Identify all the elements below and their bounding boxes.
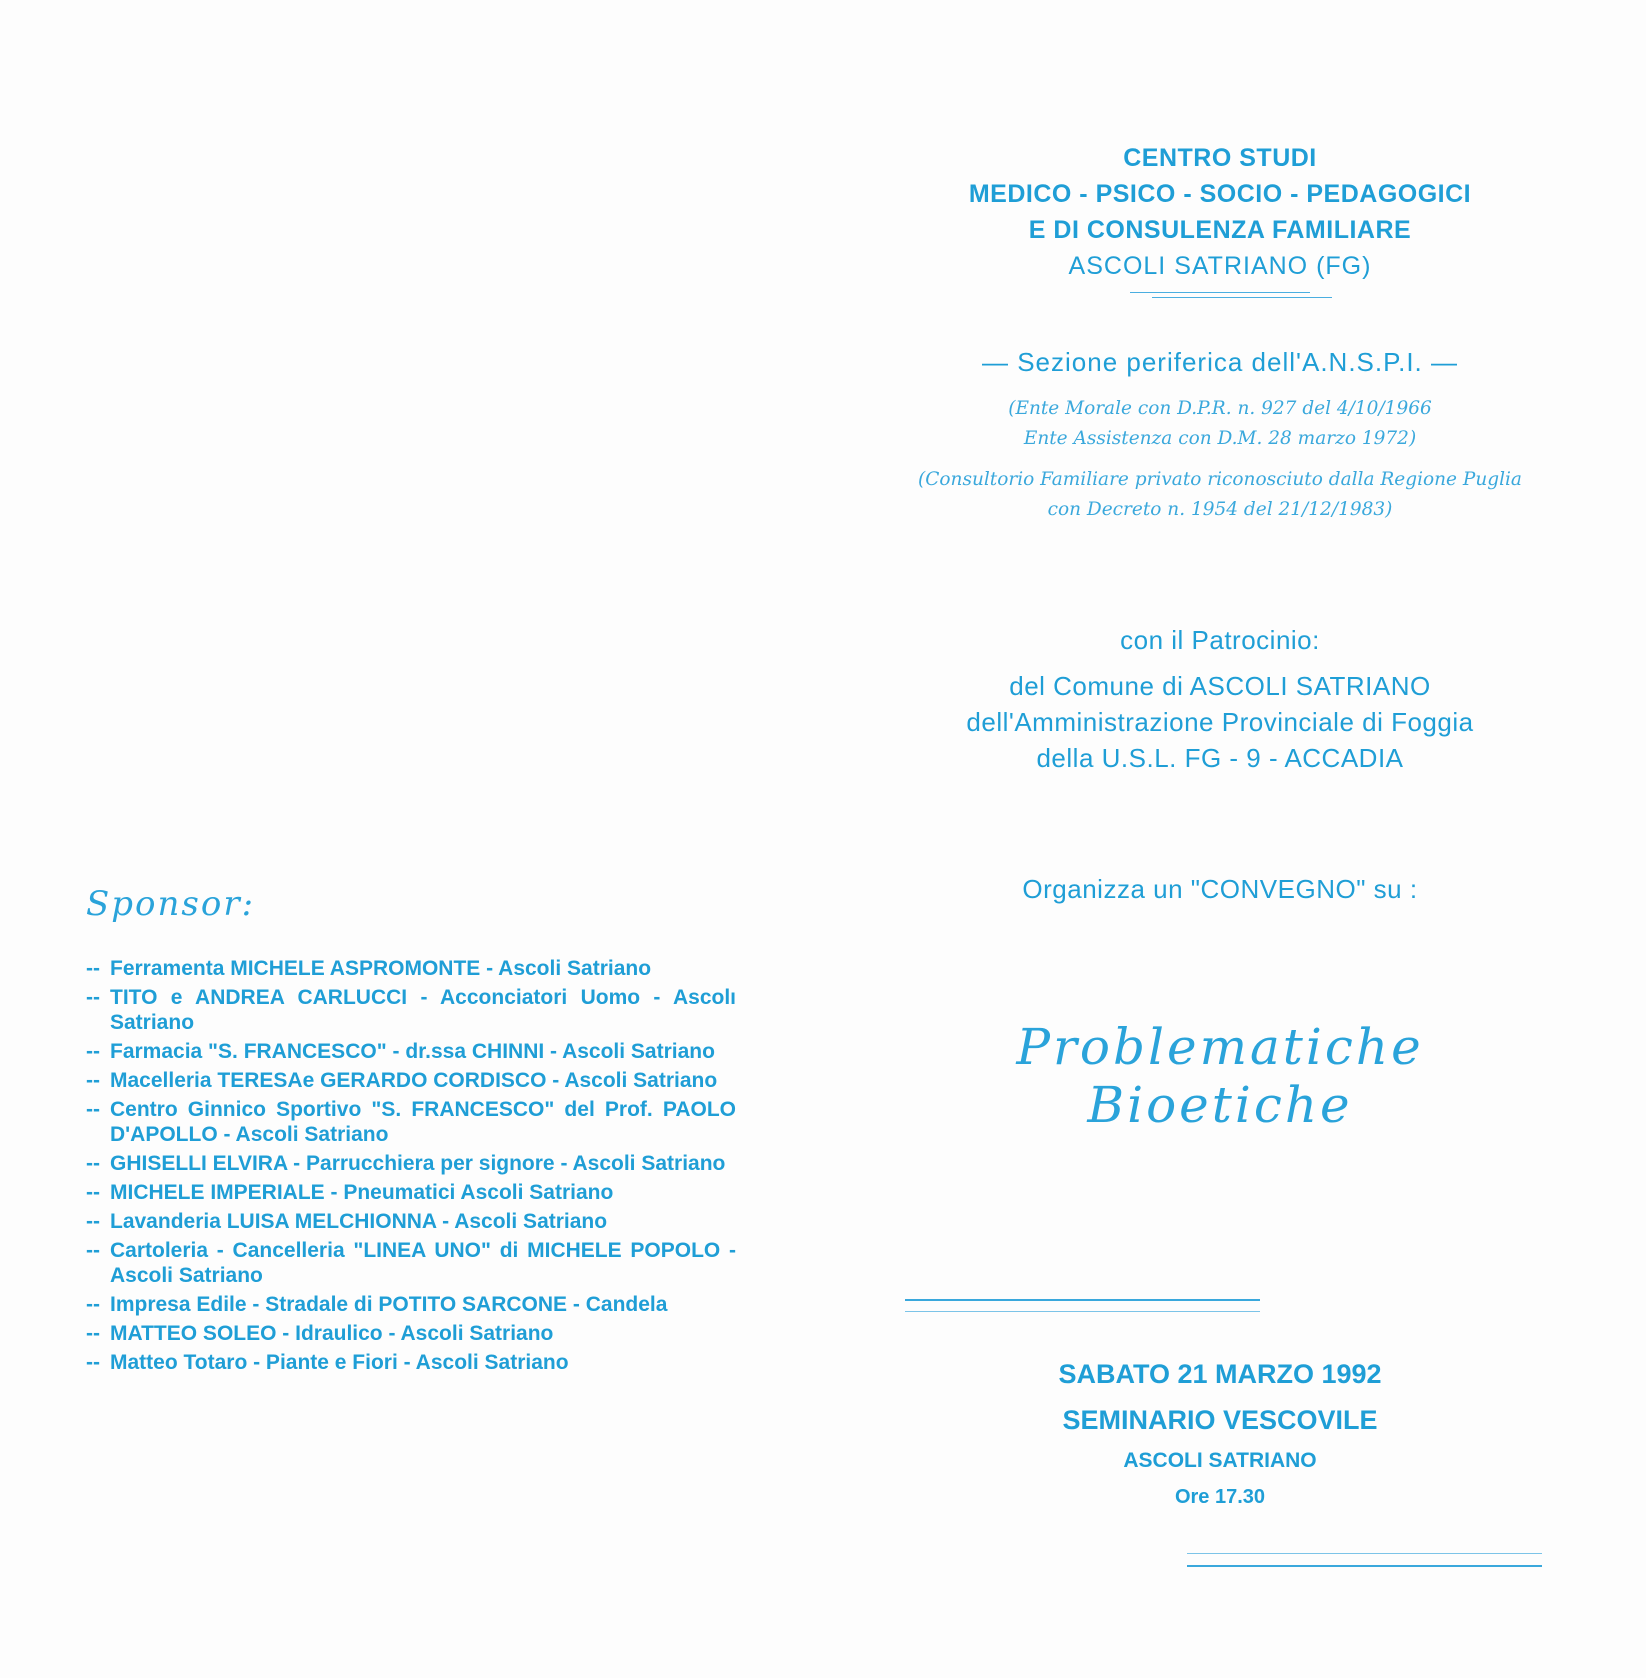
legal-note: [900, 394, 1540, 454]
consultorio-note: [890, 465, 1550, 525]
org-name-line-2: MEDICO - PSICO - SOCIO - PEDAGOGICI: [968, 180, 1472, 208]
sponsor-text: Macelleria TERESAe GERARDO CORDISCO - Ascoli Satriano: [110, 1069, 718, 1092]
organizza-line: Organizza un "CONVEGNO" su :: [1022, 874, 1418, 904]
event-details: [900, 1350, 1540, 1514]
section-title: — Sezione periferica dell'A.N.S.P.I. —: [981, 347, 1458, 377]
sponsor-text: Ferramenta MICHELE ASPROMONTE - Ascoli Satriano: [110, 957, 652, 980]
sponsor-text: Impresa Edile - Stradale di POTITO SARCONE - Candela: [110, 1293, 668, 1316]
sponsor-text: GHISELLI ELVIRA - Parrucchiera per signore - Ascoli Satriano: [110, 1152, 726, 1175]
patronage-heading: con il Patrocinio:: [1120, 625, 1320, 655]
sponsor-item: -- Centro Ginnico Sportivo "S. FRANCESCO" del Prof. PAOLO D'APOLLO - Ascoli Satriano: [86, 1098, 736, 1146]
sponsor-item: -- Impresa Edile - Stradale di POTITO SARCONE - Candela: [86, 1293, 668, 1316]
patronage-line: dell'Amministrazione Provinciale di Foggia: [966, 707, 1474, 737]
sponsor-text: Farmacia "S. FRANCESCO" - dr.ssa CHINNI - Ascoli Satriano: [110, 1040, 715, 1063]
sponsor-text: MICHELE IMPERIALE - Pneumatici Ascoli Satriano: [110, 1181, 614, 1204]
org-city: ASCOLI SATRIANO (FG): [1068, 252, 1372, 280]
sponsor-item: -- GHISELLI ELVIRA - Parrucchiera per signore - Ascoli Satriano: [86, 1152, 726, 1175]
header-divider: [1130, 292, 1310, 293]
sponsor-item: -- Farmacia "S. FRANCESCO" - dr.ssa CHINNI - Ascoli Satriano: [86, 1040, 715, 1063]
sponsor-item: -- MATTEO SOLEO - Idraulico - Ascoli Satriano: [86, 1322, 554, 1345]
legal-line: (Consultorio Familiare privato riconosciuto dalla Regione Puglia: [918, 469, 1522, 490]
sponsor-text: MATTEO SOLEO - Idraulico - Ascoli Satriano: [110, 1322, 554, 1345]
org-name-line-3: E DI CONSULENZA FAMILIARE: [1028, 216, 1412, 244]
event-venue: SEMINARIO VESCOVILE: [1062, 1405, 1378, 1435]
event-city: ASCOLI SATRIANO: [1123, 1449, 1317, 1472]
sponsor-item: -- MICHELE IMPERIALE - Pneumatici Ascoli Satriano: [86, 1181, 614, 1204]
sponsor-item: -- Matteo Totaro - Piante e Fiori - Ascoli Satriano: [86, 1351, 569, 1374]
patronage-line: della U.S.L. FG - 9 - ACCADIA: [1036, 743, 1404, 773]
sponsor-item: -- Lavanderia LUISA MELCHIONNA - Ascoli Satriano: [86, 1210, 608, 1233]
convegno-topic: Problematiche Bioetiche: [1016, 1018, 1424, 1134]
sponsor-heading: Sponsor:: [86, 884, 256, 924]
sponsor-item: -- Ferramenta MICHELE ASPROMONTE - Ascoli Satriano: [86, 957, 652, 980]
divider-line: [905, 1299, 1260, 1301]
legal-line: (Ente Morale con D.P.R. n. 927 del 4/10/1966: [1008, 398, 1432, 419]
divider-line: [905, 1311, 1260, 1312]
divider-line: [1187, 1565, 1542, 1567]
sponsor-item: -- Cartoleria - Cancelleria "LINEA UNO" di MICHELE POPOLO - Ascoli Satriano: [86, 1239, 736, 1287]
sponsor-list: [86, 956, 736, 1379]
sponsor-text: Cartoleria - Cancelleria "LINEA UNO" di MICHELE POPOLO - Ascoli Satriano: [110, 1239, 736, 1287]
sponsor-text: Centro Ginnico Sportivo "S. FRANCESCO" del Prof. PAOLO D'APOLLO - Ascoli Satriano: [110, 1098, 736, 1146]
sponsor-text: Matteo Totaro - Piante e Fiori - Ascoli Satriano: [110, 1351, 569, 1374]
event-date: SABATO 21 MARZO 1992: [1058, 1359, 1382, 1389]
sponsor-text: Lavanderia LUISA MELCHIONNA - Ascoli Satriano: [110, 1210, 608, 1233]
divider-line: [1187, 1553, 1542, 1554]
event-time: Ore 17.30: [1174, 1486, 1266, 1508]
sponsor-item: -- TITO e ANDREA CARLUCCI - Acconciatori Uomo - Ascolı Satriano: [86, 986, 736, 1034]
header-divider: [1152, 297, 1332, 298]
org-name-line-1: CENTRO STUDI: [1123, 144, 1317, 172]
sponsor-text: TITO e ANDREA CARLUCCI - Acconciatori Uomo - Ascolı Satriano: [110, 986, 736, 1034]
organization-header: [900, 140, 1540, 298]
patronage-line: del Comune di ASCOLI SATRIANO: [1009, 671, 1431, 701]
patronage-block: [900, 622, 1540, 776]
sponsor-item: -- Macelleria TERESAe GERARDO CORDISCO - Ascoli Satriano: [86, 1069, 718, 1092]
legal-line: con Decreto n. 1954 del 21/12/1983): [1047, 499, 1393, 520]
legal-line: Ente Assistenza con D.M. 28 marzo 1972): [1023, 428, 1417, 449]
